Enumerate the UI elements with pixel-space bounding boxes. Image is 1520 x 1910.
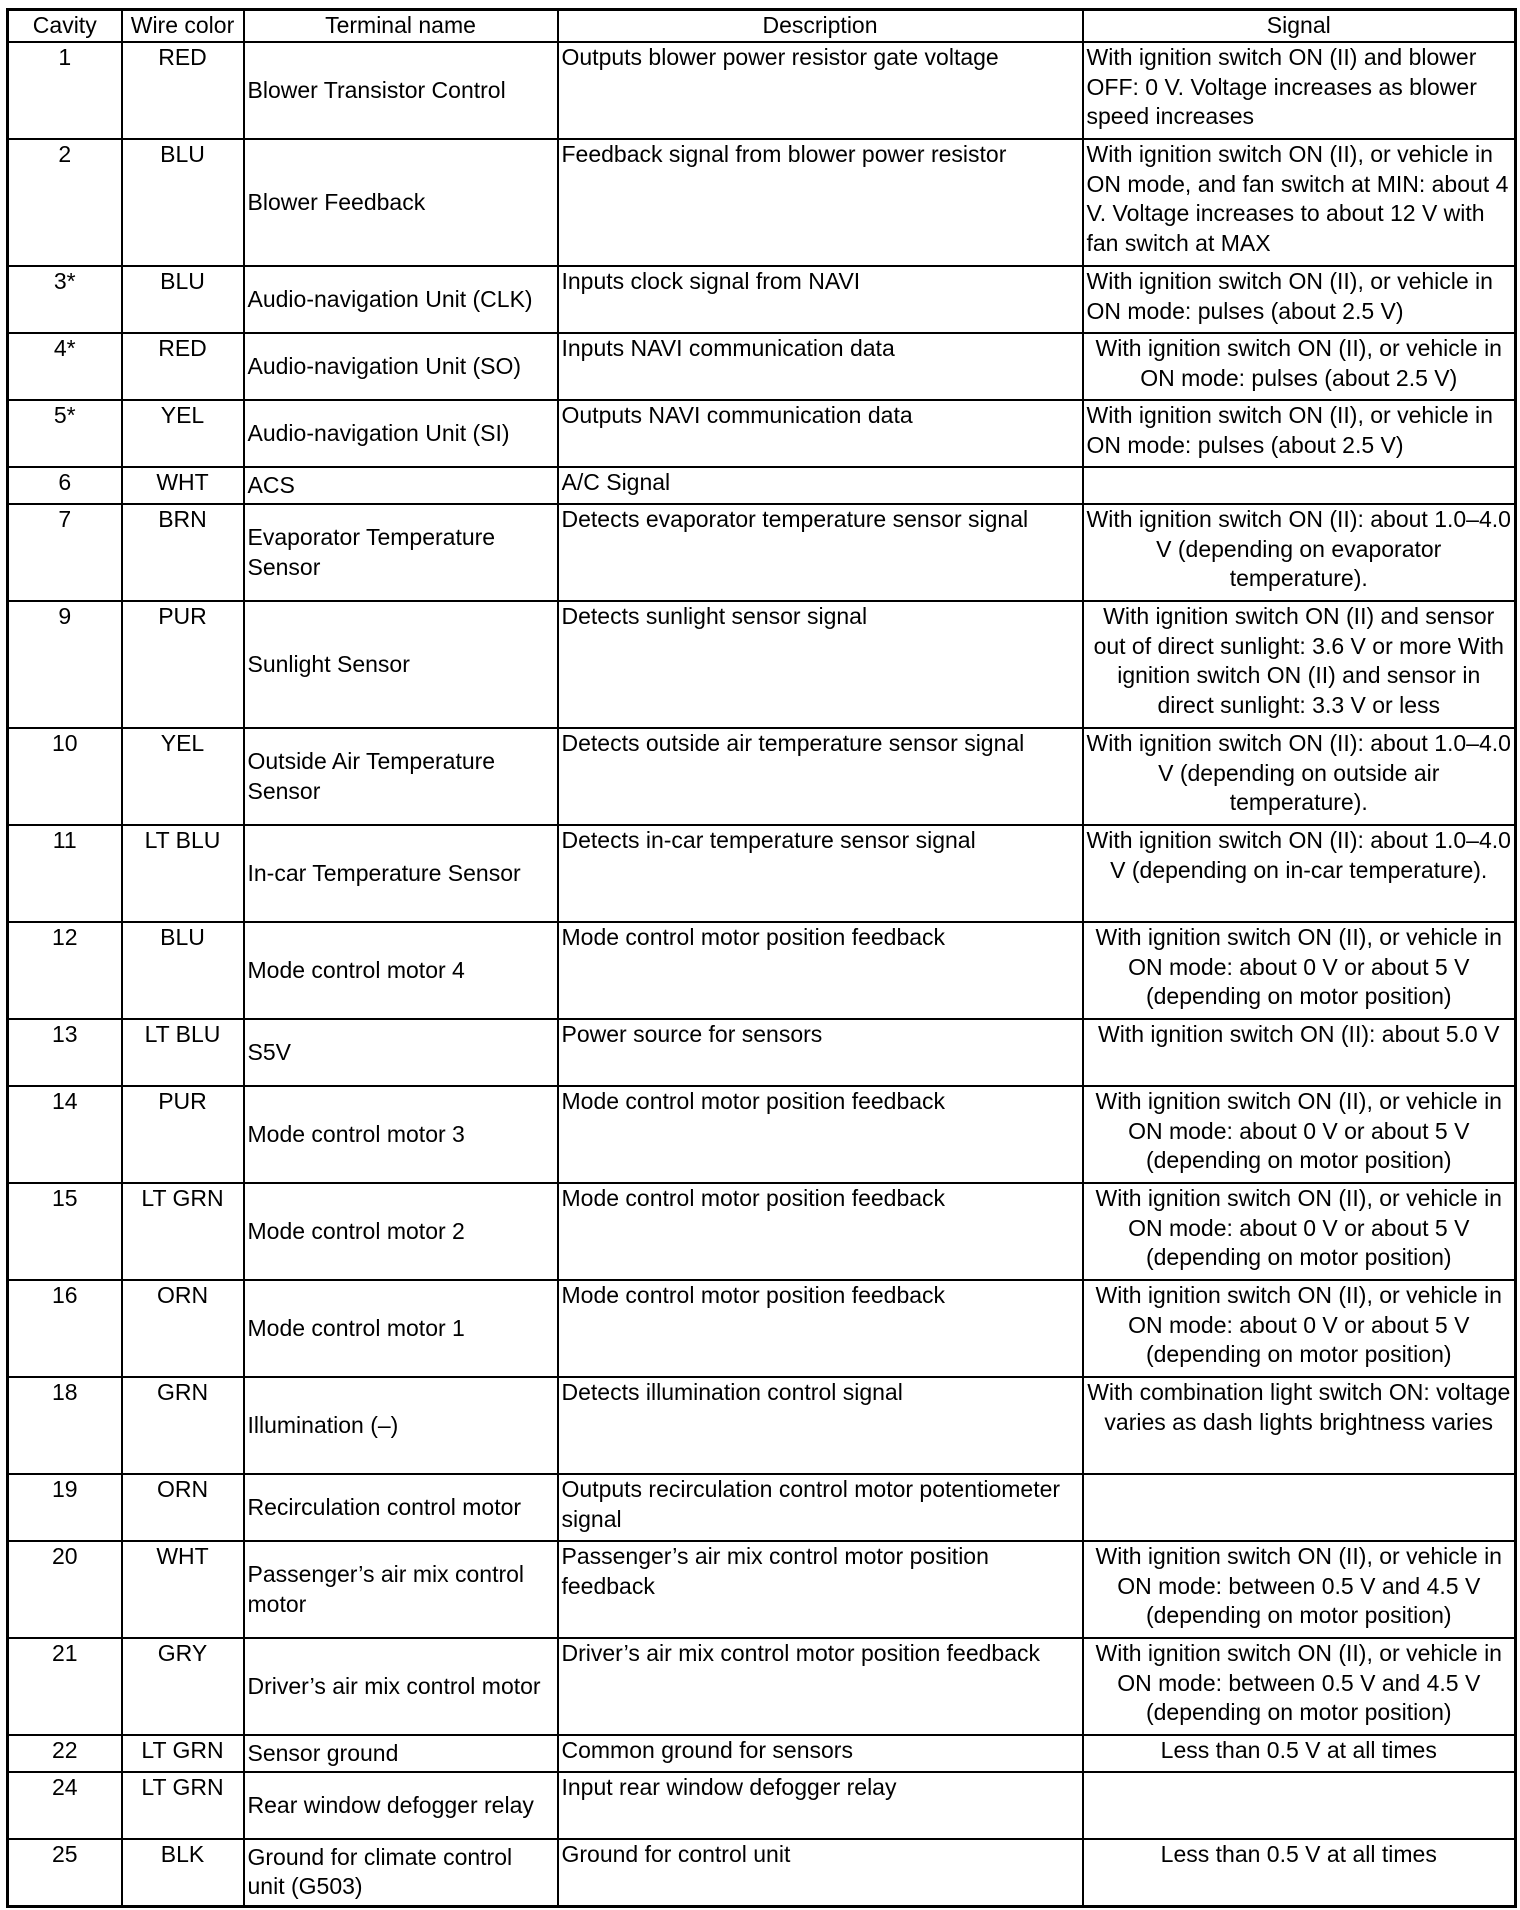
- wire-color-cell: ORN: [122, 1474, 244, 1541]
- cavity-cell: 4*: [8, 333, 122, 400]
- signal-cell: With ignition switch ON (II), or vehicle in ON mode: between 0.5 V and 4.5 V (depending on motor position): [1083, 1541, 1516, 1638]
- table-row: [8, 922, 1516, 1019]
- wire-color-cell: LT BLU: [122, 825, 244, 922]
- cavity-cell: 1: [8, 42, 122, 139]
- wire-color-cell: LT GRN: [122, 1772, 244, 1839]
- wire-color-cell: RED: [122, 333, 244, 400]
- terminal-name-cell: Mode control motor 3: [244, 1086, 558, 1183]
- table-row: [8, 1280, 1516, 1377]
- signal-cell: With ignition switch ON (II), or vehicle in ON mode: about 0 V or about 5 V (depending on motor position): [1083, 922, 1516, 1019]
- terminal-name-cell: Outside Air Temperature Sensor: [244, 728, 558, 825]
- description-cell: Outputs blower power resistor gate voltage: [558, 42, 1083, 139]
- wire-color-cell: LT GRN: [122, 1735, 244, 1772]
- terminal-name-cell: Passenger’s air mix control motor: [244, 1541, 558, 1638]
- header-wire-color: Wire color: [122, 10, 244, 43]
- description-cell: Passenger’s air mix control motor position feedback: [558, 1541, 1083, 1638]
- table-row: [8, 1377, 1516, 1474]
- signal-cell: Less than 0.5 V at all times: [1083, 1839, 1516, 1906]
- terminal-name-cell: Sensor ground: [244, 1735, 558, 1772]
- signal-cell: [1083, 467, 1516, 504]
- signal-cell: With ignition switch ON (II): about 1.0–4.0 V (depending on outside air temperature).: [1083, 728, 1516, 825]
- signal-cell: With ignition switch ON (II): about 1.0–4.0 V (depending on evaporator temperature).: [1083, 504, 1516, 601]
- terminal-name-cell: Blower Feedback: [244, 139, 558, 266]
- terminal-name-cell: Evaporator Temperature Sensor: [244, 504, 558, 601]
- terminal-name-cell: S5V: [244, 1019, 558, 1086]
- wire-color-cell: RED: [122, 42, 244, 139]
- terminal-name-cell: Mode control motor 4: [244, 922, 558, 1019]
- description-cell: Common ground for sensors: [558, 1735, 1083, 1772]
- cavity-cell: 16: [8, 1280, 122, 1377]
- signal-cell: With ignition switch ON (II) and blower OFF: 0 V. Voltage increases as blower speed increases: [1083, 42, 1516, 139]
- wire-color-cell: PUR: [122, 601, 244, 728]
- signal-cell: With ignition switch ON (II), or vehicle in ON mode: pulses (about 2.5 V): [1083, 400, 1516, 467]
- table-row: [8, 825, 1516, 922]
- table-row: [8, 333, 1516, 400]
- cavity-cell: 24: [8, 1772, 122, 1839]
- signal-cell: With ignition switch ON (II) and sensor out of direct sunlight: 3.6 V or more With ignition switch ON (II) and sensor in direct sunlight: 3.3 V or less: [1083, 601, 1516, 728]
- terminal-name-cell: Mode control motor 2: [244, 1183, 558, 1280]
- table-row: [8, 1735, 1516, 1772]
- connector-table-wrapper: [6, 8, 1517, 1908]
- cavity-cell: 21: [8, 1638, 122, 1735]
- wire-color-cell: PUR: [122, 1086, 244, 1183]
- description-cell: Mode control motor position feedback: [558, 1086, 1083, 1183]
- signal-cell: With ignition switch ON (II), or vehicle in ON mode: about 0 V or about 5 V (depending on motor position): [1083, 1086, 1516, 1183]
- table-row: [8, 1474, 1516, 1541]
- table-row: [8, 1541, 1516, 1638]
- table-row: [8, 1183, 1516, 1280]
- cavity-cell: 15: [8, 1183, 122, 1280]
- header-description: Description: [558, 10, 1083, 43]
- wire-color-cell: YEL: [122, 728, 244, 825]
- terminal-name-cell: Audio-navigation Unit (SI): [244, 400, 558, 467]
- table-body: [8, 42, 1516, 1906]
- signal-cell: With combination light switch ON: voltage varies as dash lights brightness varies: [1083, 1377, 1516, 1474]
- description-cell: Detects evaporator temperature sensor signal: [558, 504, 1083, 601]
- signal-cell: With ignition switch ON (II), or vehicle in ON mode: about 0 V or about 5 V (depending on motor position): [1083, 1280, 1516, 1377]
- terminal-name-cell: Audio-navigation Unit (CLK): [244, 266, 558, 333]
- signal-cell: With ignition switch ON (II), or vehicle in ON mode: pulses (about 2.5 V): [1083, 266, 1516, 333]
- wire-color-cell: ORN: [122, 1280, 244, 1377]
- table-row: [8, 467, 1516, 504]
- cavity-cell: 10: [8, 728, 122, 825]
- table-row: [8, 139, 1516, 266]
- cavity-cell: 22: [8, 1735, 122, 1772]
- table-row: [8, 400, 1516, 467]
- signal-cell: With ignition switch ON (II): about 5.0 V: [1083, 1019, 1516, 1086]
- cavity-cell: 25: [8, 1839, 122, 1906]
- wire-color-cell: YEL: [122, 400, 244, 467]
- cavity-cell: 7: [8, 504, 122, 601]
- terminal-name-cell: Mode control motor 1: [244, 1280, 558, 1377]
- connector-terminal-table: [6, 8, 1517, 1908]
- terminal-name-cell: Driver’s air mix control motor: [244, 1638, 558, 1735]
- terminal-name-cell: In-car Temperature Sensor: [244, 825, 558, 922]
- wire-color-cell: LT BLU: [122, 1019, 244, 1086]
- description-cell: Driver’s air mix control motor position feedback: [558, 1638, 1083, 1735]
- cavity-cell: 12: [8, 922, 122, 1019]
- description-cell: Detects in-car temperature sensor signal: [558, 825, 1083, 922]
- wire-color-cell: GRY: [122, 1638, 244, 1735]
- cavity-cell: 2: [8, 139, 122, 266]
- header-signal: Signal: [1083, 10, 1516, 43]
- table-row: [8, 601, 1516, 728]
- wire-color-cell: LT GRN: [122, 1183, 244, 1280]
- signal-cell: With ignition switch ON (II), or vehicle in ON mode: pulses (about 2.5 V): [1083, 333, 1516, 400]
- description-cell: Outputs recirculation control motor potentiometer signal: [558, 1474, 1083, 1541]
- wire-color-cell: GRN: [122, 1377, 244, 1474]
- terminal-name-cell: ACS: [244, 467, 558, 504]
- table-row: [8, 504, 1516, 601]
- cavity-cell: 11: [8, 825, 122, 922]
- signal-cell: [1083, 1474, 1516, 1541]
- cavity-cell: 5*: [8, 400, 122, 467]
- wire-color-cell: BLU: [122, 266, 244, 333]
- description-cell: Mode control motor position feedback: [558, 1280, 1083, 1377]
- table-row: [8, 1638, 1516, 1735]
- table-row: [8, 1772, 1516, 1839]
- cavity-cell: 9: [8, 601, 122, 728]
- terminal-name-cell: Sunlight Sensor: [244, 601, 558, 728]
- description-cell: Power source for sensors: [558, 1019, 1083, 1086]
- table-row: [8, 266, 1516, 333]
- wire-color-cell: WHT: [122, 1541, 244, 1638]
- signal-cell: With ignition switch ON (II), or vehicle in ON mode, and fan switch at MIN: about 4 V. Voltage increases to about 12 V with fan switch at MAX: [1083, 139, 1516, 266]
- table-row: [8, 1019, 1516, 1086]
- cavity-cell: 20: [8, 1541, 122, 1638]
- description-cell: Ground for control unit: [558, 1839, 1083, 1906]
- table-row: [8, 1086, 1516, 1183]
- signal-cell: [1083, 1772, 1516, 1839]
- wire-color-cell: BLU: [122, 139, 244, 266]
- description-cell: Input rear window defogger relay: [558, 1772, 1083, 1839]
- description-cell: Mode control motor position feedback: [558, 922, 1083, 1019]
- description-cell: Mode control motor position feedback: [558, 1183, 1083, 1280]
- signal-cell: With ignition switch ON (II): about 1.0–4.0 V (depending on in-car temperature).: [1083, 825, 1516, 922]
- header-row: [8, 10, 1516, 43]
- terminal-name-cell: Illumination (–): [244, 1377, 558, 1474]
- description-cell: Outputs NAVI communication data: [558, 400, 1083, 467]
- terminal-name-cell: Recirculation control motor: [244, 1474, 558, 1541]
- table-row: [8, 728, 1516, 825]
- terminal-name-cell: Ground for climate control unit (G503): [244, 1839, 558, 1906]
- terminal-name-cell: Audio-navigation Unit (SO): [244, 333, 558, 400]
- terminal-name-cell: Blower Transistor Control: [244, 42, 558, 139]
- wire-color-cell: BLU: [122, 922, 244, 1019]
- description-cell: Inputs NAVI communication data: [558, 333, 1083, 400]
- table-row: [8, 1839, 1516, 1906]
- description-cell: Detects illumination control signal: [558, 1377, 1083, 1474]
- cavity-cell: 19: [8, 1474, 122, 1541]
- table-row: [8, 42, 1516, 139]
- description-cell: A/C Signal: [558, 467, 1083, 504]
- description-cell: Detects sunlight sensor signal: [558, 601, 1083, 728]
- wire-color-cell: WHT: [122, 467, 244, 504]
- cavity-cell: 13: [8, 1019, 122, 1086]
- terminal-name-cell: Rear window defogger relay: [244, 1772, 558, 1839]
- cavity-cell: 3*: [8, 266, 122, 333]
- cavity-cell: 6: [8, 467, 122, 504]
- description-cell: Feedback signal from blower power resistor: [558, 139, 1083, 266]
- signal-cell: With ignition switch ON (II), or vehicle in ON mode: between 0.5 V and 4.5 V (depending on motor position): [1083, 1638, 1516, 1735]
- header-cavity: Cavity: [8, 10, 122, 43]
- header-terminal-name: Terminal name: [244, 10, 558, 43]
- wire-color-cell: BLK: [122, 1839, 244, 1906]
- wire-color-cell: BRN: [122, 504, 244, 601]
- signal-cell: With ignition switch ON (II), or vehicle in ON mode: about 0 V or about 5 V (depending on motor position): [1083, 1183, 1516, 1280]
- description-cell: Detects outside air temperature sensor signal: [558, 728, 1083, 825]
- cavity-cell: 18: [8, 1377, 122, 1474]
- description-cell: Inputs clock signal from NAVI: [558, 266, 1083, 333]
- cavity-cell: 14: [8, 1086, 122, 1183]
- signal-cell: Less than 0.5 V at all times: [1083, 1735, 1516, 1772]
